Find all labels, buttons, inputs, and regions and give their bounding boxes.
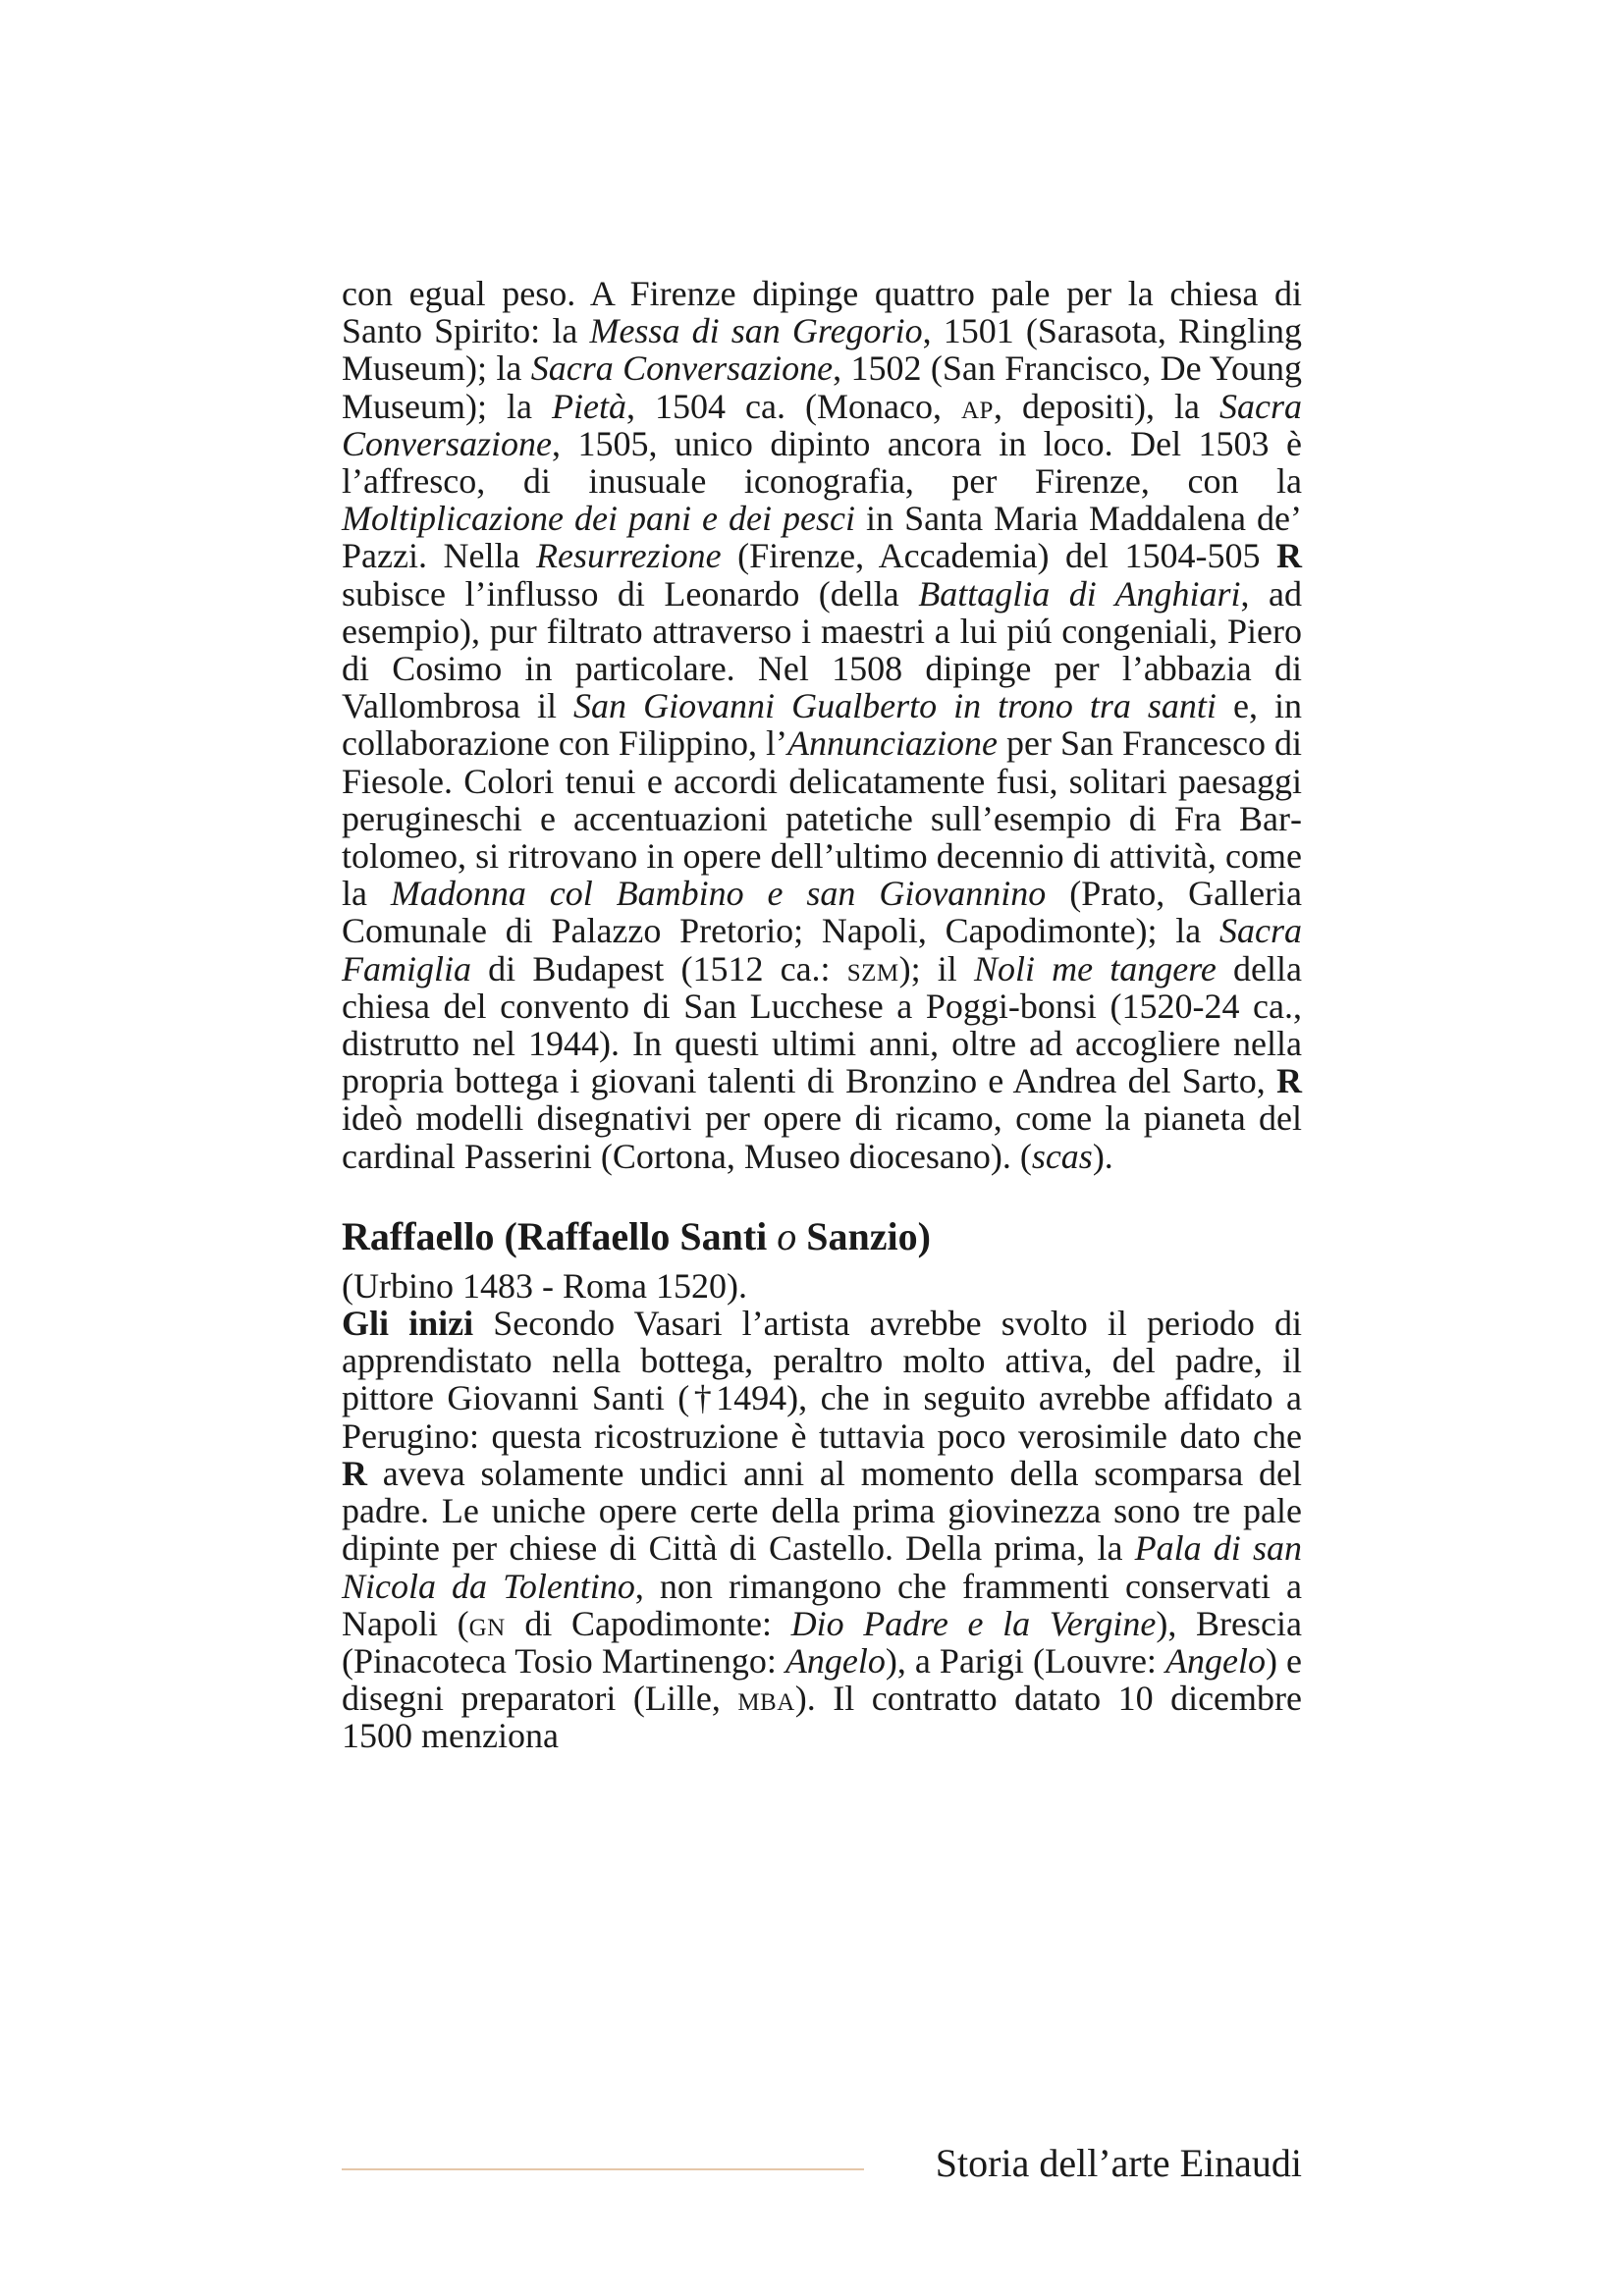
text-run: ), Brescia (Pinacoteca Tosio Martinengo: [342,1603,1302,1681]
paragraph-continuation [342,275,1302,1175]
text-run: aveva solamente undici anni al momento della scomparsa del padre. Le uniche opere certe della prima giovinezza sono tre pale dipinte per chiese di Città di Castello. Della prima, la [342,1453,1302,1569]
artwork-title: Messa di san Gregorio [589,311,923,351]
artwork-title: Moltiplicazione dei pani e dei pesci [342,499,856,539]
text-run: , 1501 (Sarasota, Ringling Museum); la [342,311,1302,389]
text-run: Secondo Vasari l’artista avrebbe svolto il periodo di apprendistato nella bottega, peraltro molto attiva, del padre, il pittore Giovanni Santi (†1494), che in seguito avrebbe affidato a Perugino: questa ricostruzione è tuttavia poco verosimile dato che [342,1304,1303,1456]
artwork-title: Sacra Famiglia [342,911,1302,988]
entry-heading [342,1214,1302,1259]
text-run: , ad esempio), pur filtrato attraverso i maestri a lui piú congeniali, Piero di Cosimo in particolare. Nel 1508 dipinge per l’abbazia di Vallombrosa il [342,573,1302,726]
artwork-title: Sacra Conversazione [530,348,834,389]
artwork-title: Dio Padre e la Vergine [790,1603,1157,1643]
abbreviation: gn [468,1603,506,1643]
text-run: , 1504 ca. (Monaco, [626,386,961,426]
text-run: ), a Parigi (Louvre: [885,1640,1165,1681]
text-run: e, in collaborazione con Filippino, l’ [342,686,1302,764]
heading-conjunction: o [777,1213,797,1258]
heading-text: Sanzio) [796,1213,931,1258]
text-run: ). [1092,1136,1113,1176]
text-run: ); il [898,948,974,988]
artwork-title: Noli me tangere [973,948,1217,988]
text-run: (Firenze, Accademia) del 1504-505 [721,536,1276,576]
footer-rule [342,2168,864,2170]
artist-initial: R [1276,536,1302,576]
artwork-title: Resurrezione [535,536,722,576]
text-run: ) e disegni preparatori (Lille, [342,1640,1302,1719]
artwork-title: Pala di san Nicola da Tolentino [342,1528,1302,1606]
text-run: per San Francesco di Fiesole. Colori tenui e accordi delicatamente fusi, solitari paesaggi perugineschi e accentuazioni patetiche sull’esempio di Fra Bartolomeo, si ritrovano in opere dell’ultimo decennio di attività, come la [342,723,1303,914]
artist-initial: R [1276,1061,1302,1101]
section-lead: Gli inizi [342,1304,474,1344]
entry-dates: (Urbino 1483 - Roma 1520). [342,1265,747,1306]
artwork-title: Battaglia di Anghiari [918,573,1241,614]
text-run: (Prato, Galleria Comunale di Palazzo Pretorio; Napoli, Capodimonte); la [342,874,1303,951]
artwork-title: San Giovanni Gualberto in trono tra santi [573,686,1217,726]
abbreviation: mba [737,1679,795,1719]
artwork-title: Angelo [784,1640,886,1681]
text-run: di Budapest (1512 ca.: [471,948,847,988]
abbreviation: szm [846,948,899,988]
artwork-title: Sacra Conversazione [342,386,1302,463]
text-run: ideò modelli disegnativi per opere di ricamo, come la pianeta del cardinal Passerini (Cortona, Museo diocesano). ( [342,1098,1302,1176]
text-column [342,275,1302,1755]
heading-text: Raffaello (Raffaello Santi [342,1213,778,1258]
page-footer [342,2140,1302,2189]
text-run: , non rimangono che frammenti conservati a Napoli ( [342,1566,1302,1643]
artwork-title: Madonna col Bambino e san Giovannino [390,874,1047,914]
text-run: , 1502 (San Francisco, De Young Museum); la [342,348,1303,426]
text-run: con egual peso. A Firenze dipinge quattro pale per la chiesa di Santo Spirito: la [342,274,1302,351]
artist-initial: R [342,1453,367,1493]
text-run: subisce l’influsso di Leonardo (della [342,573,919,614]
artwork-title: Pietà [552,386,626,426]
paragraph-gli-inizi [342,1305,1302,1754]
text-run: , 1505, unico dipinto ancora in loco. Del 1503 è l’affresco, di inusuale iconografia, per Firenze, con la [342,423,1302,502]
artwork-title: Angelo [1164,1640,1266,1681]
text-run: ). Il contratto datato 10 dicembre 1500 menziona [342,1679,1303,1756]
text-run: della chiesa del convento di San Lucchese a Poggi-bonsi (1520-24 ca., distrutto nel 1944). In questi ultimi anni, oltre ad accogliere nella propria bottega i giovani talenti di Bronzino e Andrea del Sarto, [342,948,1302,1101]
abbreviation: ap [961,386,994,426]
text-run: in Santa Maria Maddalena de’ Pazzi. Nella [342,499,1302,576]
text-run: di Capodimonte: [505,1603,791,1643]
artwork-title: Annunciazione [787,723,998,764]
footer-publication-title: Storia dell’arte Einaudi [935,2141,1302,2185]
text-run: , depositi), la [993,386,1219,426]
author-initials: scas [1031,1136,1093,1176]
